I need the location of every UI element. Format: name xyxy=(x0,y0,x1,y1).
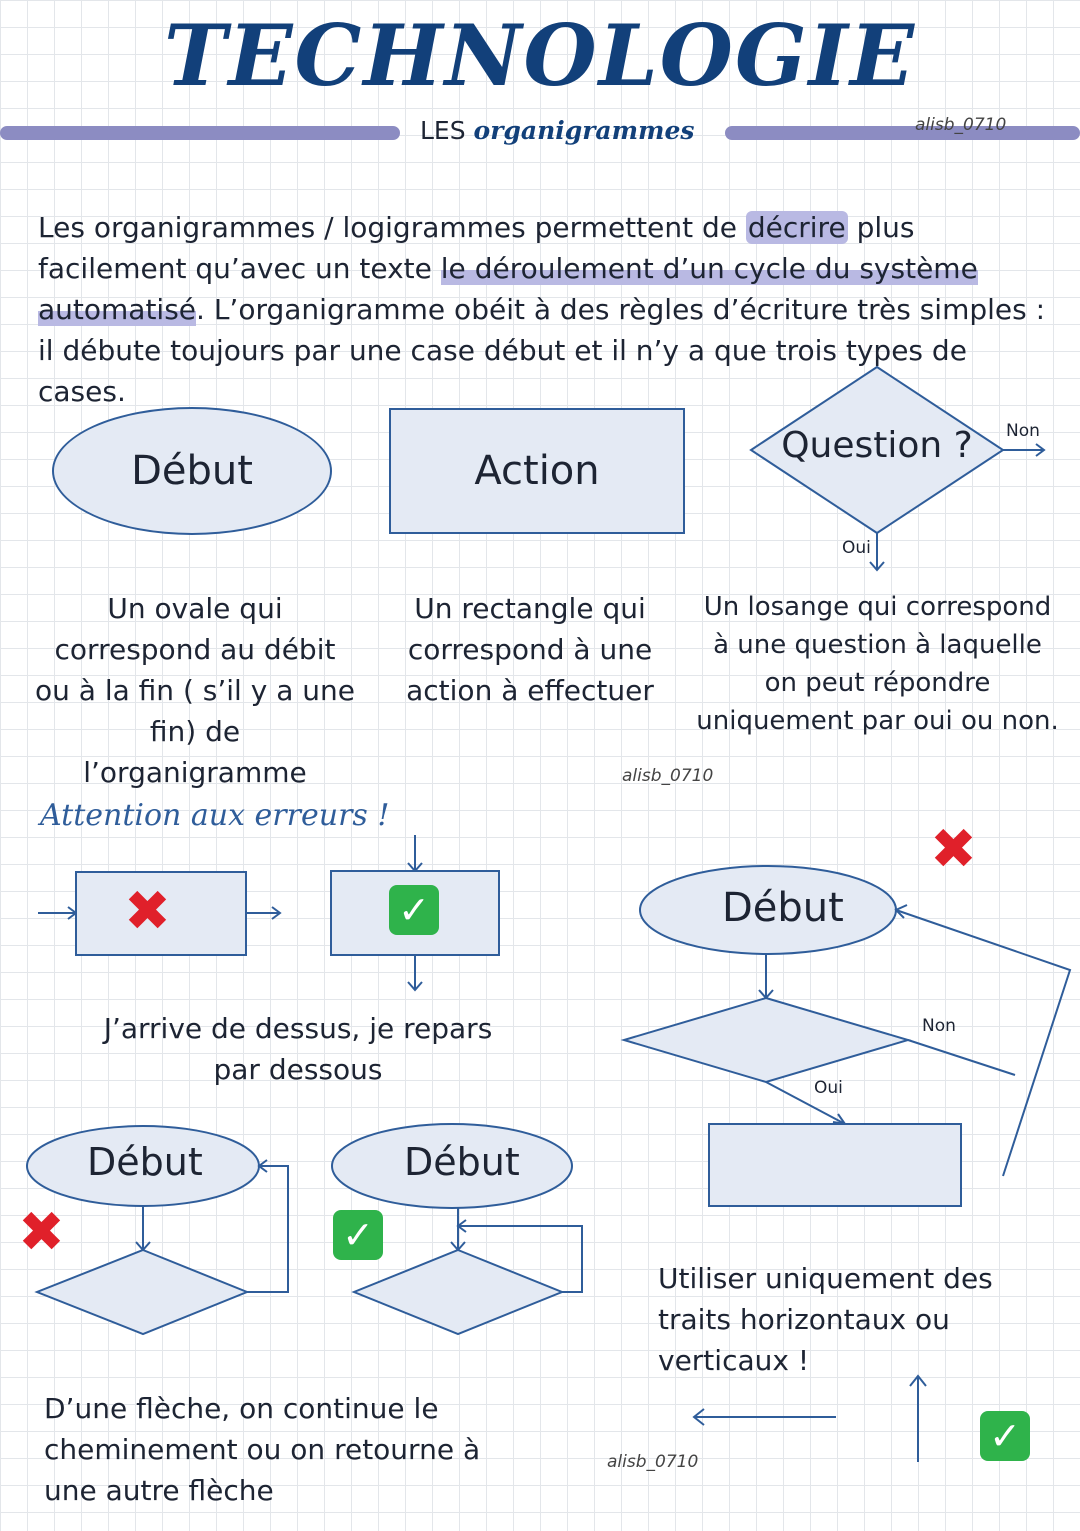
author-credit: alisb_0710 xyxy=(915,115,1007,135)
question-no-label: Non xyxy=(1006,421,1040,441)
intro-highlight-2: le déroulement d’un cycle du système automatisé xyxy=(38,252,978,326)
rule-arrow-join: D’une flèche, on continue le cheminement ou on retourne à une autre flèche xyxy=(44,1392,481,1507)
subtitle-script: organigrammes xyxy=(473,116,695,145)
check-mark-icon: ✓ xyxy=(980,1411,1030,1461)
diagonal-start-label: Début xyxy=(722,885,844,931)
question-diamond-label: Question ? xyxy=(781,425,973,466)
start-description: Un ovale qui correspond au débit ou à la fin ( s’il y a une fin) de l’organigramme xyxy=(35,592,355,789)
subtitle-prefix: LES xyxy=(420,116,466,145)
cross-mark-icon: ✖ xyxy=(124,879,171,944)
loop-wrong-start-label: Début xyxy=(87,1140,203,1184)
intro-text-1: Les organigrammes / logigrammes permettent de xyxy=(38,211,746,244)
page-title: TECHNOLOGIE xyxy=(164,6,916,105)
credit-middle: alisb_0710 xyxy=(622,766,714,786)
action-rect-label: Action xyxy=(474,448,600,494)
cross-mark-icon: ✖ xyxy=(18,1200,65,1265)
intro-text-3: . L’organigramme obéit à des règles d’écriture très simples : il débute toujours par une case début et il n’y a que trois types de cases. xyxy=(38,293,1046,408)
check-mark-icon: ✓ xyxy=(333,1210,383,1260)
errors-heading: Attention aux erreurs ! xyxy=(40,798,390,833)
rule-straight-lines: Utiliser uniquement des traits horizontaux ou verticaux ! xyxy=(658,1262,993,1377)
question-yes-label: Oui xyxy=(842,538,871,558)
question-description: Un losange qui correspond à une question à laquelle on peut répondre uniquement par oui ou non. xyxy=(696,592,1059,736)
rule-top-bottom: J’arrive de dessus, je repars par dessous xyxy=(103,1012,493,1086)
cross-mark-icon: ✖ xyxy=(930,817,977,882)
check-mark-icon: ✓ xyxy=(389,885,439,935)
intro-highlight-1: décrire xyxy=(747,211,846,244)
diagonal-no-label: Non xyxy=(922,1016,956,1036)
loop-right-start-label: Début xyxy=(404,1140,520,1184)
credit-bottom: alisb_0710 xyxy=(607,1452,699,1472)
intro-text-2: plus facilement qu’avec un texte xyxy=(38,211,915,285)
action-description: Un rectangle qui correspond à une action à effectuer xyxy=(406,592,654,707)
start-oval-label: Début xyxy=(131,448,253,494)
diagonal-yes-label: Oui xyxy=(814,1078,843,1098)
